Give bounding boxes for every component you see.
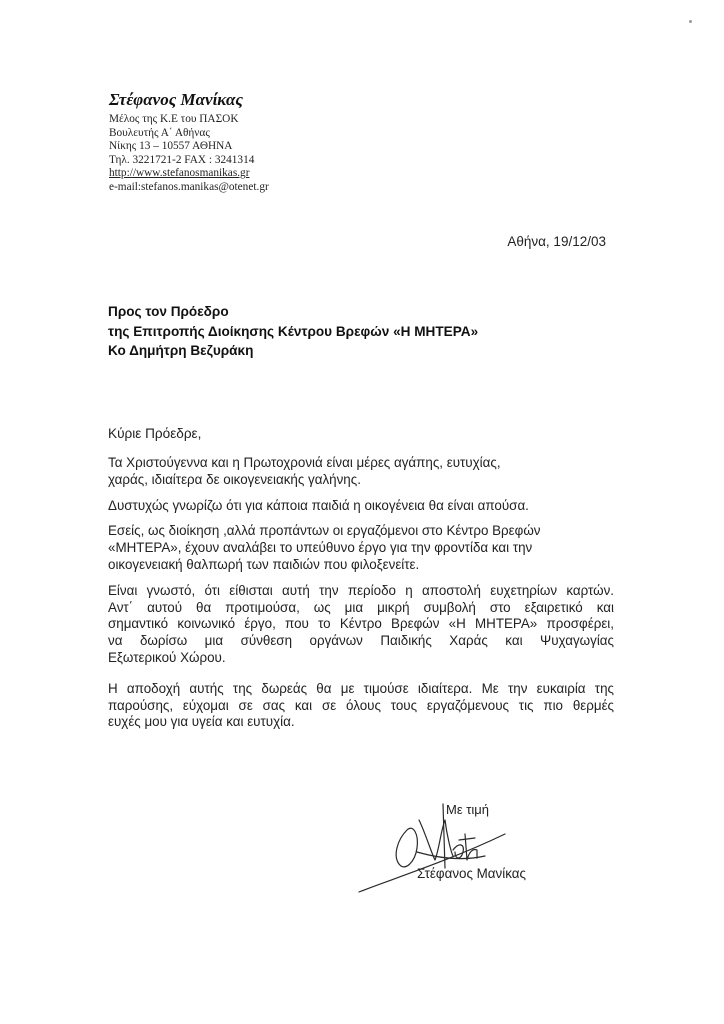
closing-text: Με τιμή <box>446 802 489 817</box>
recipient-line: της Επιτροπής Διοίκησης Κέντρου Βρεφών «Η ΜΗΤΕΡΑ» <box>108 323 479 339</box>
sender-title: Βουλευτής Α΄ Αθήνας <box>109 126 210 139</box>
sender-website-link[interactable]: http://www.stefanosmanikas.gr <box>109 167 250 180</box>
sender-phone: Τηλ. 3221721-2 FAX : 3241314 <box>109 153 255 166</box>
body-paragraph <box>108 583 614 667</box>
sender-address: Νίκης 13 – 10557 ΑΘΗΝΑ <box>109 140 233 153</box>
body-line: οικογενειακή θαλπωρή των παιδιών που φιλοξενείτε. <box>108 556 420 572</box>
sender-name: Στέφανος Μανίκας <box>109 90 243 109</box>
body-line: να δωρίσω μια σύνθεση οργάνων Παιδικής Χαράς και Ψυχαγωγίας <box>108 633 614 649</box>
body-line: Τα Χριστούγεννα και η Πρωτοχρονιά είναι μέρες αγάπης, ευτυχίας, <box>108 455 501 470</box>
salutation: Κύριε Πρόεδρε, <box>108 426 202 441</box>
body-paragraph <box>108 681 614 731</box>
body-paragraph <box>108 498 614 515</box>
handwritten-signature <box>355 790 545 900</box>
letter-date: Αθήνα, 19/12/03 <box>507 234 606 249</box>
body-line: σημαντικό κοινωνικό έργο, που το Κέντρο Βρεφών «Η ΜΗΤΕΡΑ» προσφέρει, <box>108 616 614 632</box>
body-line: «ΜΗΤΕΡΑ», έχουν αναλάβει το υπεύθυνο έργο για την φροντίδα και την <box>108 540 533 556</box>
recipient-line: Κο Δημήτρη Βεζυράκη <box>108 343 254 358</box>
body-line: χαράς, ιδιαίτερα δε οικογενειακής γαλήνης. <box>108 471 361 487</box>
body-paragraph <box>108 455 614 489</box>
body-line: Δυστυχώς γνωρίζω ότι για κάποια παιδιά η οικογένεια θα είναι απούσα. <box>108 497 529 513</box>
body-paragraph <box>108 523 614 573</box>
recipient-block <box>108 302 478 361</box>
body-line: Αντ΄ αυτού θα προτιμούσα, ως μια μικρή συμβολή στο εξαιρετικό και <box>108 599 614 615</box>
sender-email: e-mail:stefanos.manikas@otenet.gr <box>109 180 269 193</box>
body-line: Είναι γνωστό, ότι είθισται αυτή την περίοδο η αποστολή ευχετηρίων καρτών. <box>108 582 614 598</box>
letter-body <box>108 455 614 740</box>
body-line: Εξωτερικού Χώρου. <box>108 649 226 665</box>
sender-position: Μέλος της Κ.Ε του ΠΑΣΟΚ <box>109 113 239 125</box>
body-line: Η αποδοχή αυτής της δωρεάς θα με τιμούσε ιδιαίτερα. Με την ευκαιρία της <box>108 680 614 696</box>
scan-speck <box>689 20 692 23</box>
recipient-line: Προς τον Πρόεδρο <box>108 304 229 319</box>
body-line: παρούσης, εύχομαι σε σας και σε όλους τους εργαζόμενους τις πιο θερμές <box>108 697 614 713</box>
body-line: ευχές μου για υγεία και ευτυχία. <box>108 714 295 730</box>
signatory-name: Στέφανος Μανίκας <box>417 866 526 881</box>
body-line: Εσείς, ως διοίκηση ,αλλά προπάντων οι εργαζόμενοι στο Κέντρο Βρεφών <box>108 523 541 539</box>
letterhead <box>109 90 409 195</box>
